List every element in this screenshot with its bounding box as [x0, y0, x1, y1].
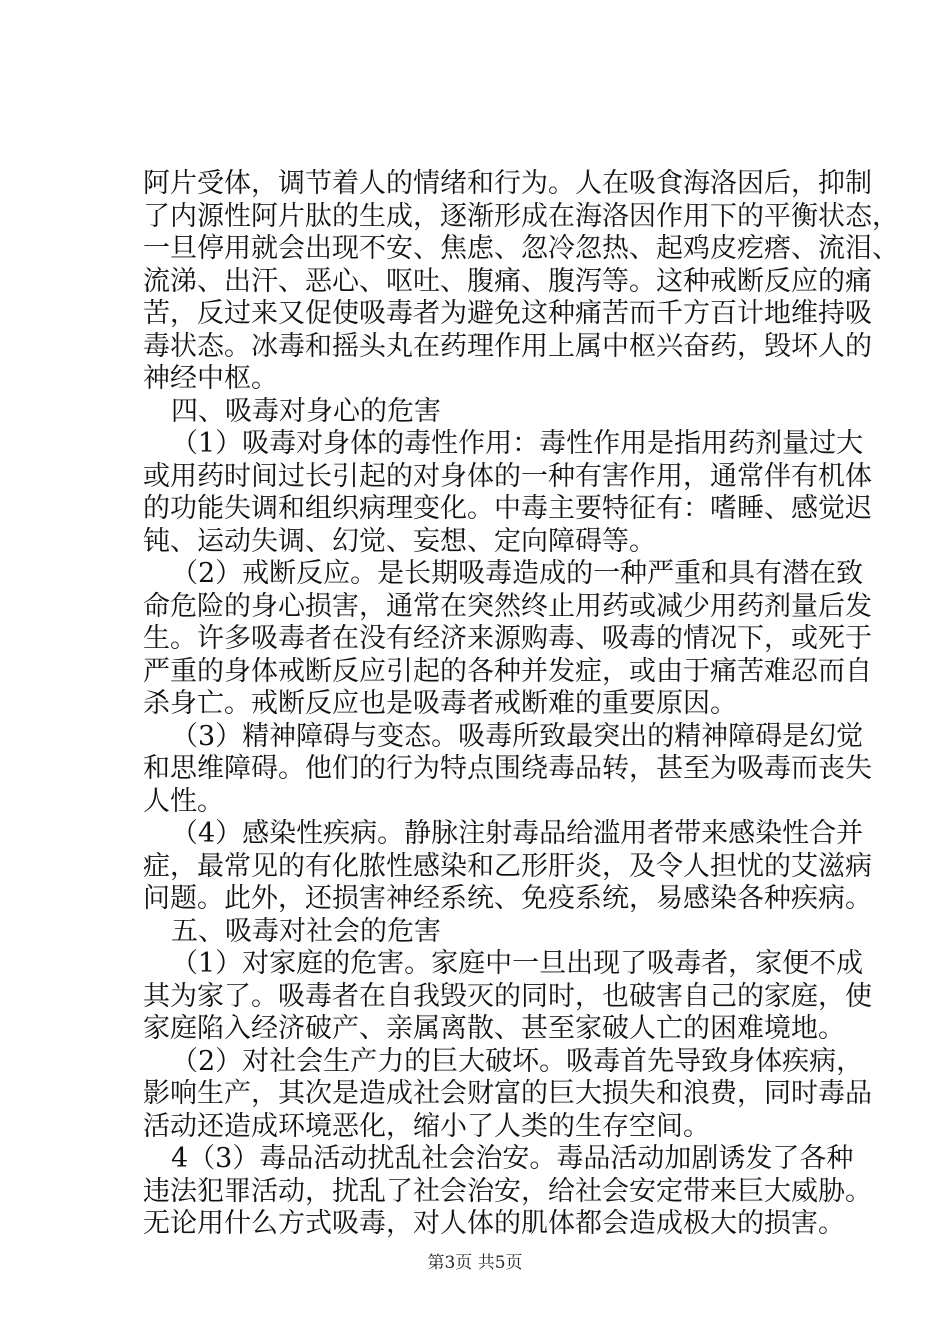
- text-line: 了内源性阿片肽的生成，逐渐形成在海洛因作用下的平衡状态，: [143, 200, 899, 232]
- text-line: 违法犯罪活动，扰乱了社会治安，给社会安定带来巨大威胁。: [143, 1175, 872, 1207]
- document-body: [143, 168, 899, 1241]
- text-line: 影响生产，其次是造成社会财富的巨大损失和浪费，同时毒品: [143, 1078, 872, 1109]
- text-line: 一旦停用就会出现不安、焦虑、忽冷忽热、起鸡皮疙瘩、流泪、: [143, 233, 899, 264]
- text-line: （1）对家庭的危害。家庭中一旦出现了吸毒者，家便不成: [171, 948, 864, 979]
- text-line: 无论用什么方式吸毒，对人体的肌体都会造成极大的损害。: [143, 1208, 845, 1239]
- text-line: （2）对社会生产力的巨大破坏。吸毒首先导致身体疾病，: [171, 1045, 864, 1077]
- text-line: 神经中枢。: [143, 363, 278, 394]
- text-line: 人性。: [143, 785, 224, 817]
- text-line: 活动还造成环境恶化，缩小了人类的生存空间。: [143, 1110, 710, 1142]
- text-line: 钝、运动失调、幻觉、妄想、定向障碍等。: [143, 525, 656, 557]
- text-line: 杀身亡。戒断反应也是吸毒者戒断难的重要原因。: [143, 688, 737, 719]
- text-line: 或用药时间过长引起的对身体的一种有害作用，通常伴有机体: [143, 460, 872, 492]
- text-line: 其为家了。吸毒者在自我毁灭的同时，也破害自己的家庭，使: [143, 980, 872, 1012]
- text-line: 苦，反过来又促使吸毒者为避免这种痛苦而千方百计地维持吸: [143, 298, 872, 329]
- text-line: 毒状态。冰毒和摇头丸在药理作用上属中枢兴奋药，毁坏人的: [143, 330, 872, 362]
- text-line: 症，最常见的有化脓性感染和乙形肝炎，及令人担忧的艾滋病: [143, 850, 872, 882]
- text-line: 4（3）毒品活动扰乱社会治安。毒品活动加剧诱发了各种: [171, 1143, 854, 1174]
- text-line: （4）感染性疾病。静脉注射毒品给滥用者带来感染性合并: [171, 818, 864, 849]
- text-line: 严重的身体戒断反应引起的各种并发症，或由于痛苦难忍而自: [143, 655, 872, 687]
- text-line: 家庭陷入经济破产、亲属离散、甚至家破人亡的困难境地。: [143, 1013, 845, 1044]
- text-line: 命危险的身心损害，通常在突然终止用药或减少用药剂量后发: [143, 590, 872, 622]
- section-heading: 五、吸毒对社会的危害: [171, 915, 441, 947]
- text-line: 问题。此外，还损害神经系统、免疫系统，易感染各种疾病。: [143, 883, 872, 914]
- text-line: （1）吸毒对身体的毒性作用：毒性作用是指用药剂量过大: [171, 428, 864, 459]
- text-line: 的功能失调和组织病理变化。中毒主要特征有：嗜睡、感觉迟: [143, 493, 872, 524]
- text-line: 流涕、出汗、恶心、呕吐、腹痛、腹泻等。这种戒断反应的痛: [143, 265, 872, 297]
- text-line: 阿片受体，调节着人的情绪和行为。人在吸食海洛因后，抑制: [143, 168, 872, 199]
- text-line: 和思维障碍。他们的行为特点围绕毒品转，甚至为吸毒而丧失: [143, 753, 872, 784]
- text-line: （2）戒断反应。是长期吸毒造成的一种严重和具有潜在致: [171, 558, 864, 589]
- section-heading: 四、吸毒对身心的危害: [171, 395, 441, 427]
- text-line: 生。许多吸毒者在没有经济来源购毒、吸毒的情况下，或死于: [143, 623, 872, 654]
- page-number: 第3页 共5页: [427, 1253, 523, 1273]
- text-line: （3）精神障碍与变态。吸毒所致最突出的精神障碍是幻觉: [171, 720, 864, 752]
